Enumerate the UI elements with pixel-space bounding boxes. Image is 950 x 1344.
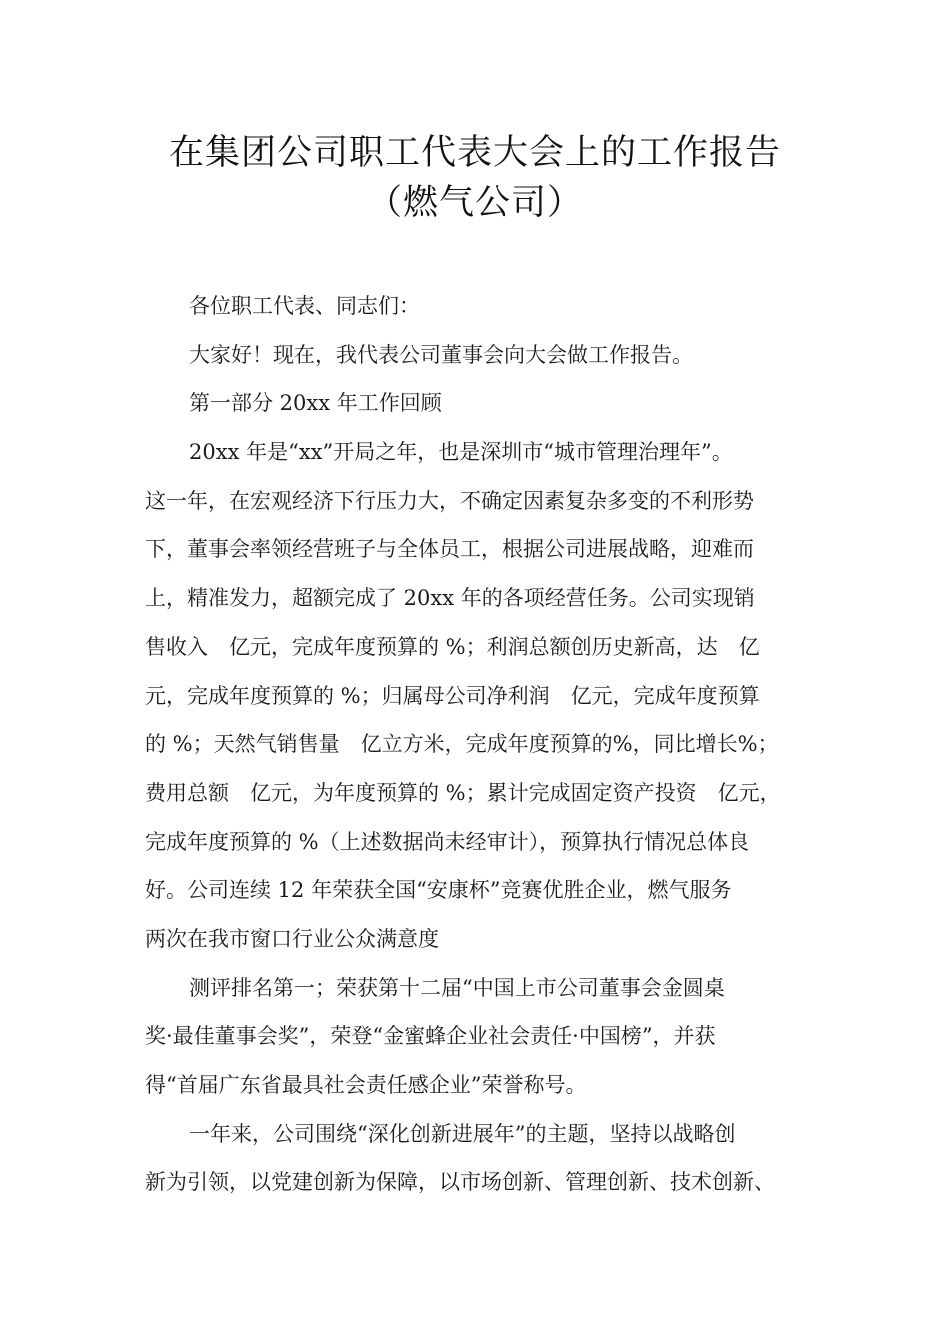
- body-line: 测评排名第一；荣获第十二届“中国上市公司董事会金圆桌: [189, 975, 725, 1000]
- body-line: 20xx 年是“xx”开局之年，也是深圳市“城市管理治理年”。: [189, 440, 733, 465]
- body-line: 奖·最佳董事会奖”，荣登“金蜜蜂企业社会责任·中国榜”，并获: [145, 1024, 716, 1049]
- body-line: 好。公司连续 12 年荣获全国“安康杯”竞赛优胜企业，燃气服务: [145, 878, 732, 903]
- body-line: 得“首届广东省最具社会责任感企业”荣誉称号。: [145, 1073, 587, 1097]
- body-line: 元，完成年度预算的 %；归属母公司净利润 亿元，完成年度预算: [145, 683, 760, 708]
- body-line: 这一年，在宏观经济下行压力大，不确定因素复杂多变的不利形势: [145, 488, 754, 513]
- document-title: [0, 128, 950, 228]
- body-line: 费用总额 亿元，为年度预算的 %；累计完成固定资产投资 亿元，: [145, 780, 781, 805]
- body-line: 上，精准发力，超额完成了 20xx 年的各项经营任务。公司实现销: [145, 586, 755, 611]
- body-line: 各位职工代表、同志们：: [189, 294, 420, 318]
- body-line: 售收入 亿元，完成年度预算的 %；利润总额创历史新高，达 亿: [145, 634, 760, 659]
- body-line: 两次在我市窗口行业公众满意度: [145, 926, 439, 951]
- body-line: 一年来，公司围绕“深化创新进展年”的主题，坚持以战略创: [189, 1121, 736, 1146]
- body-line: 完成年度预算的 %（上述数据尚未经审计），预算执行情况总体良: [145, 829, 750, 854]
- title-line-2: （燃气公司）: [366, 183, 583, 223]
- body-line: 大家好！现在，我代表公司董事会向大会做工作报告。: [189, 342, 693, 367]
- body-line: 下，董事会率领经营班子与全体员工，根据公司进展战略，迎难而: [145, 537, 754, 562]
- body-line: 新为引领，以党建创新为保障，以市场创新、管理创新、技术创新、: [145, 1170, 775, 1195]
- document-body: [145, 282, 825, 1207]
- title-line-1: 在集团公司职工代表大会上的工作报告: [168, 133, 781, 173]
- body-line: 的 %；天然气销售量 亿立方米，完成年度预算的%，同比增长%；: [145, 732, 779, 757]
- body-line: 第一部分 20xx 年工作回顾: [189, 391, 442, 416]
